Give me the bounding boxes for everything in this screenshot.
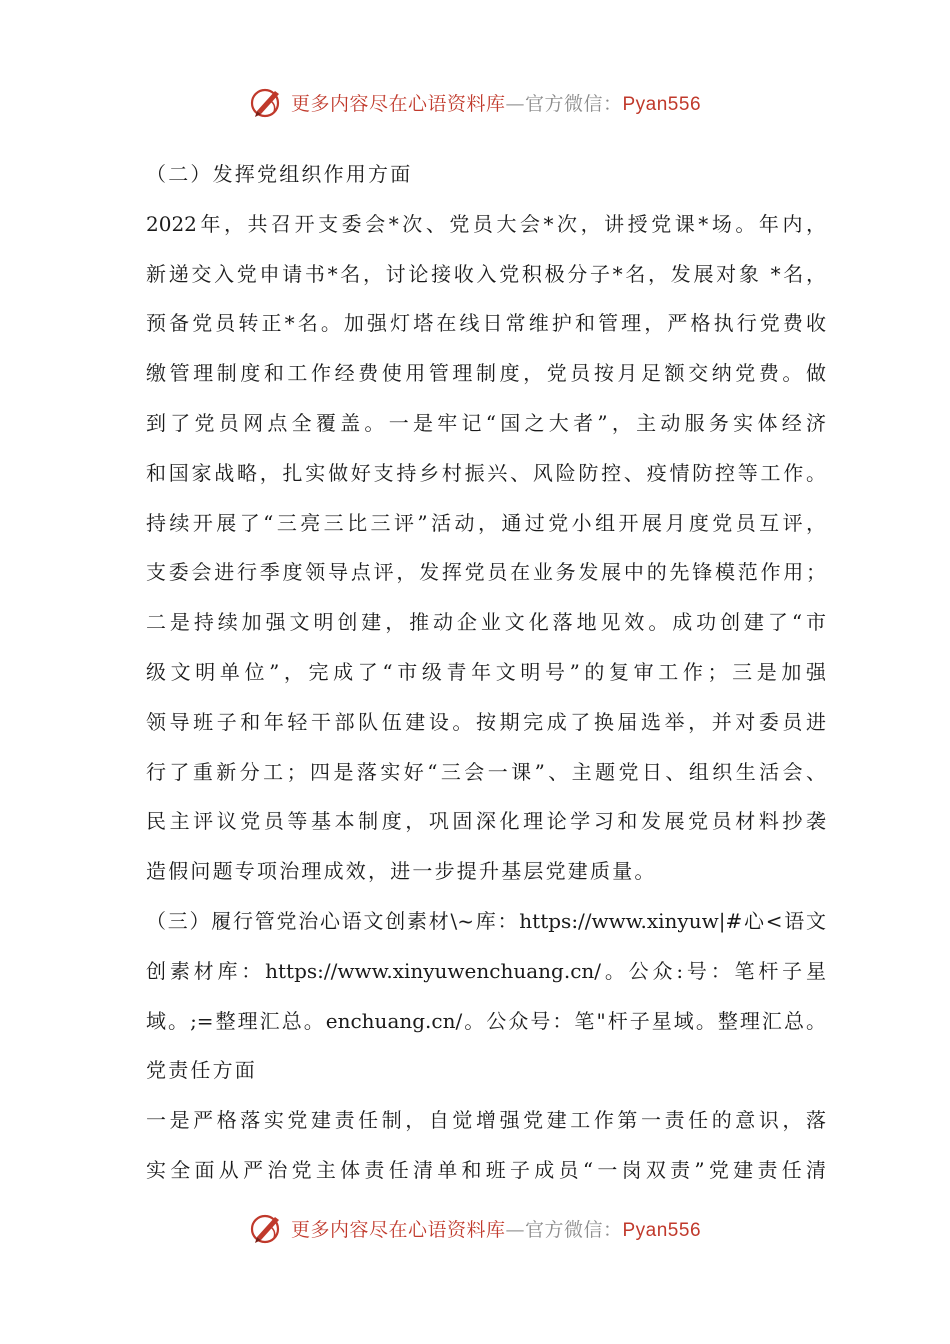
pen-logo-icon bbox=[249, 1210, 285, 1246]
banner-wechat-id: Pyan556 bbox=[622, 1219, 702, 1241]
text-line: 域。;=整理汇总。enchuang.cn/。公众号：笔"杆子星域。整理汇总。 bbox=[146, 1008, 826, 1033]
text-line: 民主评议党员等基本制度，巩固深化理论学习和发展党员材料抄袭 bbox=[146, 809, 826, 834]
text-line: 党责任方面 bbox=[146, 1058, 257, 1083]
banner-main: 更多内容尽在心语资料库 bbox=[290, 92, 506, 115]
text-line: 支委会进行季度领导点评，发挥党员在业务发展中的先锋模范作用； bbox=[146, 560, 826, 585]
banner-text bbox=[291, 89, 701, 116]
text-line: 缴管理制度和工作经费使用管理制度，党员按月足额交纳党费。做 bbox=[146, 361, 826, 386]
banner-dash: — bbox=[505, 92, 525, 115]
text-line: 预备党员转正*名。加强灯塔在线日常维护和管理，严格执行党费收 bbox=[146, 311, 826, 336]
text-line: 2022年，共召开支委会*次、党员大会*次，讲授党课*场。年内， bbox=[146, 211, 826, 236]
text-line: 创素材库：https://www.xinyuwenchuang.cn/。公众:号：笔杆子星 bbox=[146, 958, 826, 983]
text-line: 和国家战略，扎实做好支持乡村振兴、风险防控、疫情防控等工作。 bbox=[146, 460, 826, 485]
banner-text bbox=[291, 1215, 701, 1242]
section-heading: （三）履行管党治心语文创素材\~库：https://www.xinyuw|#心<语文 bbox=[146, 908, 826, 933]
document-body bbox=[146, 150, 826, 1196]
banner-dash: — bbox=[505, 1218, 525, 1241]
text-line: 到了党员网点全覆盖。一是牢记“国之大者”，主动服务实体经济 bbox=[146, 410, 826, 435]
text-line: 一是严格落实党建责任制，自觉增强党建工作第一责任的意识，落 bbox=[146, 1108, 826, 1133]
banner-main: 更多内容尽在心语资料库 bbox=[290, 1218, 506, 1241]
pen-logo-icon bbox=[249, 84, 285, 120]
header-banner bbox=[0, 82, 950, 122]
text-line: 持续开展了“三亮三比三评”活动，通过党小组开展月度党员互评， bbox=[146, 510, 826, 535]
text-line: 领导班子和年轻干部队伍建设。按期完成了换届选举，并对委员进 bbox=[146, 709, 826, 734]
footer-banner bbox=[0, 1208, 950, 1248]
text-line: 行了重新分工；四是落实好“三会一课”、主题党日、组织生活会、 bbox=[146, 759, 826, 784]
text-line: 造假问题专项治理成效，进一步提升基层党建质量。 bbox=[146, 859, 657, 884]
text-line: 实全面从严治党主体责任清单和班子成员“一岗双责”党建责任清 bbox=[146, 1157, 826, 1182]
text-line: 新递交入党申请书*名，讨论接收入党积极分子*名，发展对象 *名， bbox=[146, 261, 826, 286]
text-line: 二是持续加强文明创建，推动企业文化落地见效。成功创建了“市 bbox=[146, 610, 826, 635]
text-line: 级文明单位”，完成了“市级青年文明号”的复审工作；三是加强 bbox=[146, 659, 826, 684]
section-heading: （二）发挥党组织作用方面 bbox=[146, 162, 413, 186]
banner-wechat-label: 官方微信： bbox=[524, 92, 623, 115]
banner-wechat-label: 官方微信： bbox=[524, 1218, 623, 1241]
banner-wechat-id: Pyan556 bbox=[622, 93, 702, 115]
